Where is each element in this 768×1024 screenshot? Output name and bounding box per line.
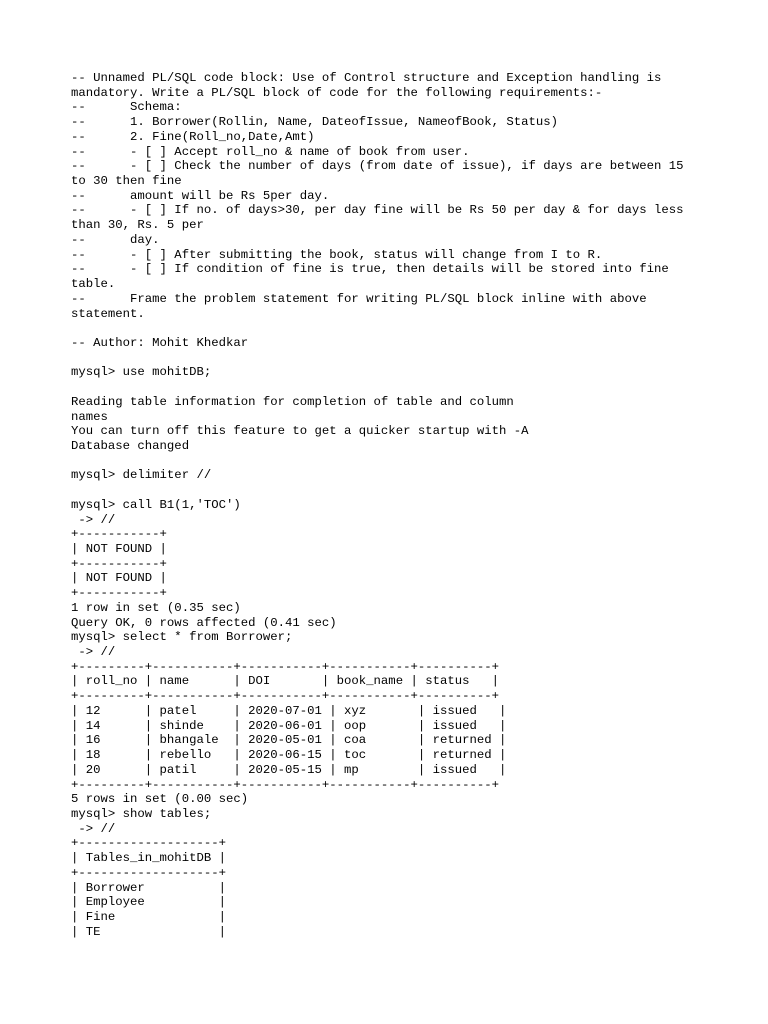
document-line: | Employee | (71, 895, 226, 910)
document-line: than 30, Rs. 5 per (71, 218, 204, 233)
document-line: +-------------------+ (71, 836, 226, 851)
document-line: Query OK, 0 rows affected (0.41 sec) (71, 615, 337, 630)
document-line: mysql> call B1(1,'TOC') (71, 497, 241, 512)
document-line: Reading table information for completion of table and column (71, 394, 514, 409)
document-line: | roll_no | name | DOI | book_name | status | (71, 674, 500, 689)
document-line: -> // (71, 645, 116, 660)
document-line (71, 483, 711, 498)
document-line: | 12 | patel | 2020-07-01 | xyz | issued | (71, 703, 507, 718)
document-line: -- - [ ] After submitting the book, status will change from I to R. (71, 247, 603, 262)
document-line: +-------------------+ (71, 865, 226, 880)
document-line: Database changed (71, 438, 190, 453)
document-line: -- - [ ] Accept roll_no & name of book from user. (71, 144, 470, 159)
document-line: -> // (71, 821, 116, 836)
document-line: +---------+-----------+-----------+-----------+----------+ (71, 689, 500, 704)
document-line: -> // (71, 512, 116, 527)
document-line: +-----------+ (71, 527, 167, 542)
document-line: mysql> select * from Borrower; (71, 630, 293, 645)
document-line: -- 1. Borrower(Rollin, Name, DateofIssue, NameofBook, Status) (71, 115, 559, 130)
document-line: statement. (71, 306, 145, 321)
document-line: | Fine | (71, 909, 226, 924)
document-body (71, 71, 711, 939)
document-line: | 20 | patil | 2020-05-15 | mp | issued | (71, 762, 507, 777)
document-line (71, 321, 711, 336)
document-line: -- - [ ] If condition of fine is true, then details will be stored into fine (71, 262, 669, 277)
document-line: names (71, 409, 108, 424)
document-line: | TE | (71, 924, 226, 939)
document-line: | 18 | rebello | 2020-06-15 | toc | returned | (71, 748, 507, 763)
document-line: | Tables_in_mohitDB | (71, 851, 226, 866)
document-line: mandatory. Write a PL/SQL block of code for the following requirements:- (71, 85, 603, 100)
document-line (71, 380, 711, 395)
document-line: | 14 | shinde | 2020-06-01 | oop | issued | (71, 718, 507, 733)
document-line: +---------+-----------+-----------+-----------+----------+ (71, 659, 500, 674)
document-line: | NOT FOUND | (71, 542, 167, 556)
document-line (71, 351, 711, 366)
document-line: | NOT FOUND | (71, 571, 167, 586)
document-line: | Borrower | (71, 880, 226, 895)
document-line: 5 rows in set (0.00 sec) (71, 792, 249, 807)
document-line: -- Author: Mohit Khedkar (71, 335, 249, 350)
document-line: 1 row in set (0.35 sec) (71, 600, 241, 615)
document-line: to 30 then fine (71, 174, 182, 189)
document-line: -- Schema: (71, 100, 182, 115)
document-line: -- amount will be Rs 5per day. (71, 188, 330, 203)
document-line: -- day. (71, 232, 160, 247)
document-line: -- Frame the problem statement for writing PL/SQL block inline with above (71, 291, 647, 306)
document-line: -- - [ ] If no. of days>30, per day fine will be Rs 50 per day & for days less (71, 203, 684, 218)
document-line: mysql> show tables; (71, 806, 212, 821)
document-line: -- Unnamed PL/SQL code block: Use of Control structure and Exception handling is (71, 71, 662, 85)
document-line: | 16 | bhangale | 2020-05-01 | coa | returned | (71, 733, 507, 748)
document-line: table. (71, 277, 116, 292)
document-line: -- 2. Fine(Roll_no,Date,Amt) (71, 129, 315, 144)
document-line: mysql> delimiter // (71, 468, 212, 483)
document-line: -- - [ ] Check the number of days (from date of issue), if days are between 15 (71, 159, 684, 174)
document-line (71, 454, 711, 469)
document-line: +-----------+ (71, 586, 167, 601)
document-line: You can turn off this feature to get a quicker startup with -A (71, 424, 529, 439)
document-line: +-----------+ (71, 556, 167, 571)
document-line: mysql> use mohitDB; (71, 365, 212, 380)
document-line: +---------+-----------+-----------+-----------+----------+ (71, 777, 500, 792)
